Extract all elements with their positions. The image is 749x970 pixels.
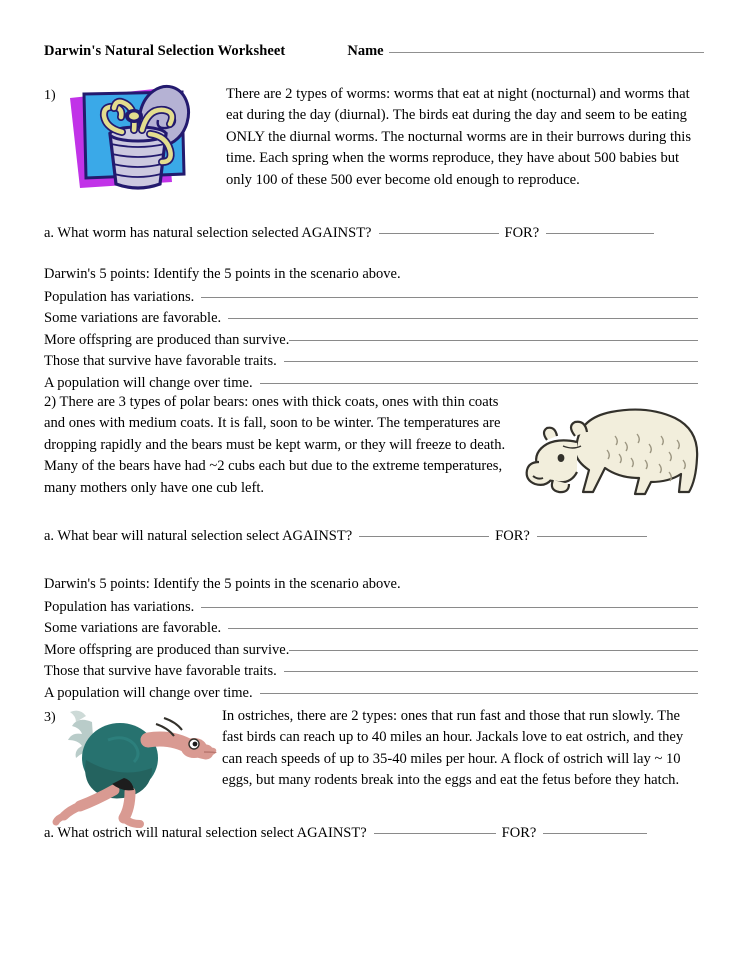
darwin-point-row (44, 618, 698, 640)
running-ostrich-icon (56, 706, 216, 826)
worksheet-header (44, 43, 704, 60)
darwin-point-answer[interactable] (201, 296, 698, 298)
question-3-block (44, 706, 704, 826)
question-2a-prompt: a. What bear will natural selection select AGAINST? (44, 528, 353, 544)
darwin-point-row (44, 373, 698, 395)
darwin-point-answer[interactable] (228, 627, 698, 629)
name-field-group (347, 43, 704, 60)
darwin-point-row (44, 661, 698, 683)
darwin-point-label: A population will change over time. (44, 374, 253, 391)
question-1a-answer-for[interactable] (546, 232, 654, 234)
darwin-point-row (44, 683, 698, 705)
darwin-point-answer[interactable] (260, 692, 698, 694)
darwin-points-heading: Darwin's 5 points: Identify the 5 points in the scenario above. (44, 576, 401, 592)
question-1-block (44, 84, 704, 191)
darwin-point-label: Some variations are favorable. (44, 310, 222, 326)
darwin-point-row (44, 640, 698, 662)
question-1a-answer-against[interactable] (379, 232, 499, 234)
question-3-number: 3) (44, 710, 56, 725)
question-1-paragraph: There are 2 types of worms: worms that eat at night (nocturnal) and worms that eat during the day (diurnal). The birds eat during the day and seem to be eating ONLY the diurnal worms. The nocturnal worms are in their burrows during this time. Each spring when the worms reproduce, they have about 500 babies but only 100 of these 500 ever become old enough to reproduce. (226, 86, 692, 188)
question-1-number: 1) (44, 88, 56, 103)
name-input-rule[interactable] (389, 51, 704, 53)
darwin-point-answer[interactable] (289, 339, 698, 341)
page-title: Darwin's Natural Selection Worksheet (44, 43, 286, 59)
question-3a (44, 825, 647, 842)
polar-bear-icon (519, 396, 704, 508)
darwin-points-block-1 (44, 264, 698, 394)
name-label: Name (347, 43, 384, 59)
question-3a-answer-against[interactable] (374, 832, 496, 834)
darwin-point-label: Those that survive have favorable traits. (44, 663, 277, 679)
question-1a-prompt: a. What worm has natural selection selected AGAINST? (44, 225, 372, 241)
darwin-point-label: Those that survive have favorable traits. (44, 353, 277, 369)
darwin-point-label: Some variations are favorable. (44, 620, 222, 636)
question-1a-for-label: FOR? (504, 225, 540, 241)
darwin-point-answer[interactable] (289, 649, 698, 651)
darwin-points-block-2 (44, 574, 698, 704)
darwin-point-row (44, 287, 698, 309)
darwin-point-row (44, 308, 698, 330)
question-3a-prompt: a. What ostrich will natural selection select AGAINST? (44, 825, 367, 841)
question-3a-for-label: FOR? (501, 825, 537, 841)
question-2a-answer-for[interactable] (537, 535, 647, 537)
darwin-point-label: Population has variations. (44, 288, 195, 305)
question-3a-answer-for[interactable] (543, 832, 647, 834)
darwin-point-row (44, 330, 698, 352)
darwin-point-label: More offspring are produced than survive. (44, 641, 290, 658)
darwin-point-label: More offspring are produced than survive. (44, 331, 290, 348)
question-2a (44, 528, 647, 545)
darwin-point-answer[interactable] (284, 670, 698, 672)
darwin-points-heading: Darwin's 5 points: Identify the 5 points in the scenario above. (44, 266, 401, 282)
darwin-point-answer[interactable] (260, 382, 698, 384)
question-2-block (44, 392, 704, 508)
question-2a-for-label: FOR? (495, 528, 530, 544)
darwin-point-label: A population will change over time. (44, 684, 253, 701)
question-3-paragraph: In ostriches, there are 2 types: ones that run fast and those that run slowly. The fast birds can reach up to 40 miles an hour. Jackals love to eat ostrich, and they can reach speeds of up to 35-40 miles per hour. A flock of ostrich will lay ~ 10 eggs, but many rodents break into the eggs and eat the fetus before they hatch. (222, 708, 684, 789)
can-of-worms-icon (60, 86, 212, 191)
darwin-point-answer[interactable] (284, 360, 698, 362)
darwin-point-answer[interactable] (201, 606, 698, 608)
darwin-point-row (44, 597, 698, 619)
question-2a-answer-against[interactable] (359, 535, 489, 537)
question-1a (44, 225, 654, 242)
darwin-point-label: Population has variations. (44, 598, 195, 615)
darwin-point-row (44, 351, 698, 373)
darwin-point-answer[interactable] (228, 317, 698, 319)
question-2-paragraph: 2) There are 3 types of polar bears: ones with thick coats, ones with thin coats and ones with medium coats. It is fall, soon to be winter. The temperatures are dropping rapidly and the bears must be kept warm, or they will freeze to death. Many of the bears have had ~2 cubs each but due to the extreme temperatures, many mothers only have one cub left. (44, 394, 506, 496)
